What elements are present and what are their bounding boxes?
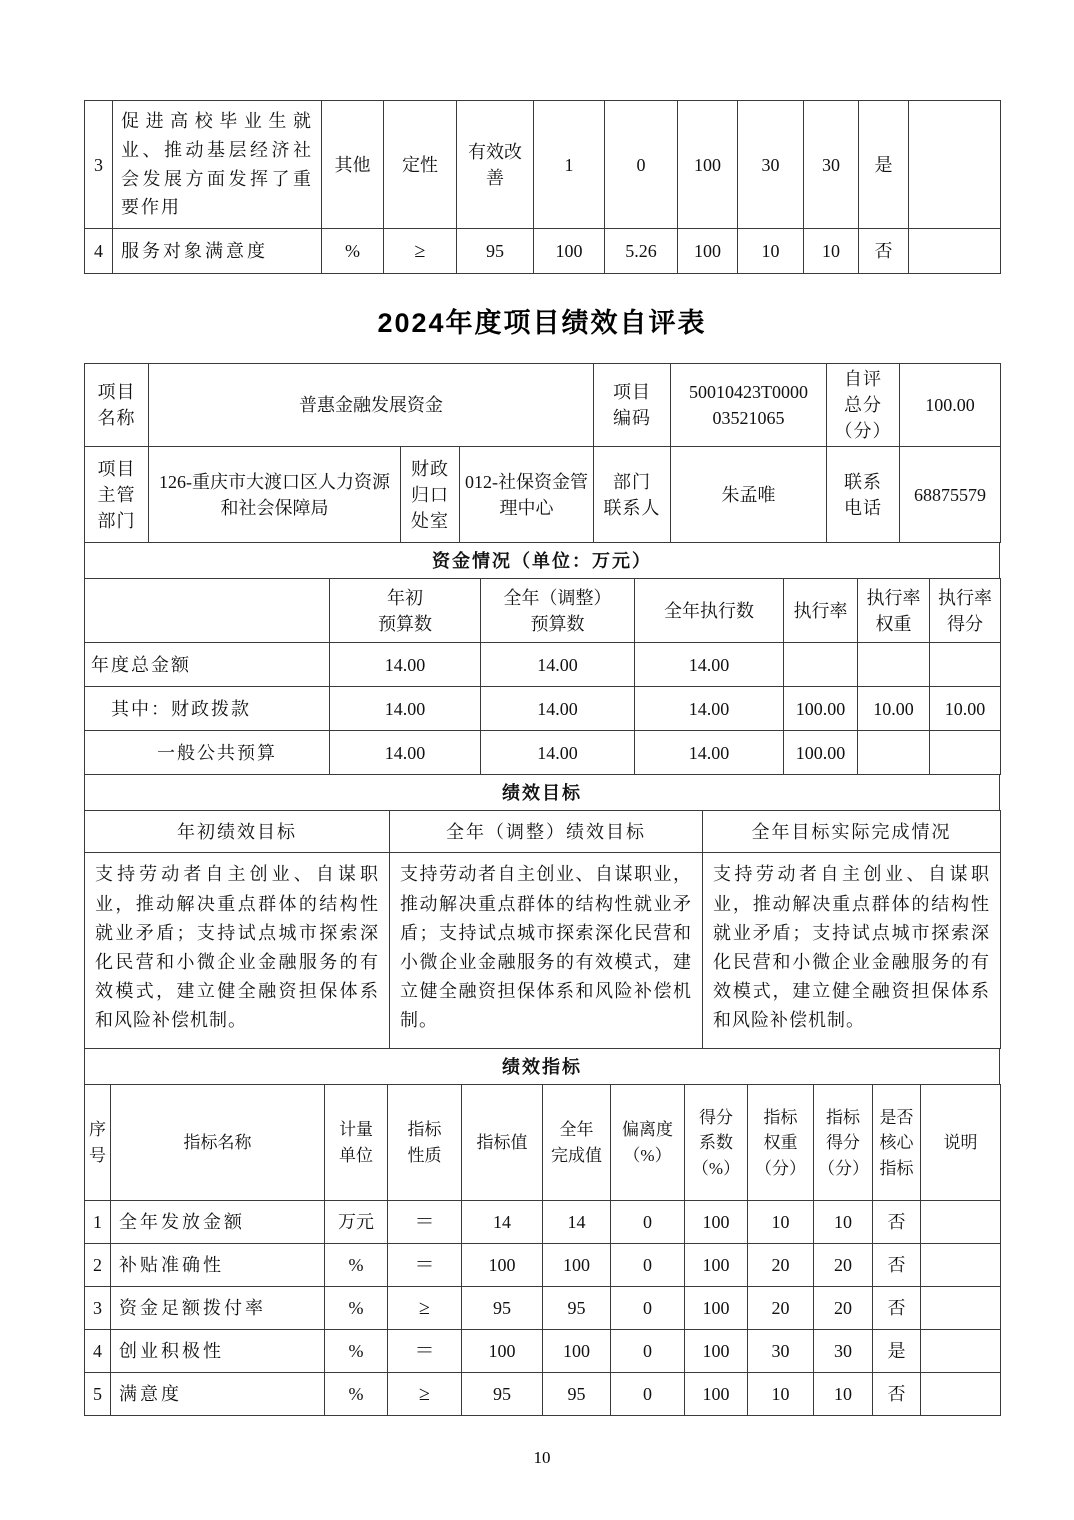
document-page [84, 0, 1000, 1468]
col-adjusted-goal: 全年（调整）绩效目标 [390, 811, 703, 853]
finance-office-label: 财政 归口 处室 [401, 447, 460, 543]
funding-header-row [85, 579, 1001, 643]
cell-deviation: 0 [611, 1201, 685, 1244]
cell-note [909, 101, 1001, 229]
cell-seq: 5 [85, 1373, 111, 1416]
cell-nature: ＝ [388, 1201, 462, 1244]
cell-value: 100.00 [784, 687, 858, 731]
cell-value: 10.00 [930, 687, 1001, 731]
cell-deviation: 0 [605, 101, 678, 229]
funding-section-title: 资金情况（单位：万元） [85, 543, 1000, 579]
cell-weight: 10 [738, 229, 804, 274]
cell-value [930, 643, 1001, 687]
col-exec-rate-score: 执行率 得分 [930, 579, 1001, 643]
goals-section-header [84, 774, 1000, 811]
contact-value: 朱孟唯 [671, 447, 827, 543]
project-code-value: 50010423T0000 03521065 [671, 364, 827, 447]
cell-actual: 1 [534, 101, 605, 229]
cell-blank [85, 579, 330, 643]
col-indicator-name: 指标名称 [111, 1085, 325, 1201]
col-nature: 指标 性质 [388, 1085, 462, 1201]
top-margin [84, 0, 1000, 100]
cell-deviation: 0 [611, 1244, 685, 1287]
col-note: 说明 [921, 1085, 1001, 1201]
goal-text-adjusted: 支持劳动者自主创业、自谋职业，推动解决重点群体的结构性就业矛盾；支持试点城市探索深化民营和小微企业金融服务的有效模式，建立健全融资担保体系和风险补偿机制。 [390, 853, 703, 1049]
row-label: 其中：财政拨款 [85, 687, 330, 731]
col-annual-actual: 全年 完成值 [543, 1085, 611, 1201]
cell-target: 14 [462, 1201, 543, 1244]
project-name-value: 普惠金融发展资金 [149, 364, 594, 447]
cell-nature: ＝ [388, 1244, 462, 1287]
cell-unit: 万元 [325, 1201, 388, 1244]
cell-deviation: 0 [611, 1330, 685, 1373]
cell-indicator-name: 服务对象满意度 [113, 229, 322, 274]
cell-nature: ≥ [384, 229, 457, 274]
table-row [85, 1244, 1001, 1287]
cell-target: 100 [462, 1330, 543, 1373]
cell-seq: 3 [85, 101, 113, 229]
row-label: 一般公共预算 [85, 731, 330, 775]
table-row [85, 447, 1001, 543]
cell-actual: 100 [543, 1330, 611, 1373]
cell-core: 是 [859, 101, 909, 229]
dept-value: 126-重庆市大渡口区人力资源和社会保障局 [149, 447, 401, 543]
cell-score-coef: 100 [685, 1373, 748, 1416]
col-exec-rate: 执行率 [784, 579, 858, 643]
col-actual-completion: 全年目标实际完成情况 [703, 811, 1001, 853]
cell-score-coef: 100 [685, 1244, 748, 1287]
finance-office-value: 012-社保资金管理中心 [460, 447, 594, 543]
cell-indicator-name: 补贴准确性 [111, 1244, 325, 1287]
table-row [85, 1201, 1001, 1244]
col-adjusted-budget: 全年（调整） 预算数 [481, 579, 635, 643]
table-row [85, 364, 1001, 447]
cell-nature: ≥ [388, 1287, 462, 1330]
col-executed: 全年执行数 [635, 579, 784, 643]
cell-score-coef: 100 [685, 1201, 748, 1244]
indicators-section-title: 绩效指标 [85, 1049, 1000, 1085]
cell-indicator-name: 全年发放金额 [111, 1201, 325, 1244]
cell-weight: 10 [748, 1201, 814, 1244]
cell-value: 14.00 [481, 731, 635, 775]
funding-section-header [84, 542, 1000, 579]
cell-score: 30 [804, 101, 859, 229]
cell-indicator-name: 满意度 [111, 1373, 325, 1416]
cell-target: 95 [457, 229, 534, 274]
cell-seq: 1 [85, 1201, 111, 1244]
cell-deviation: 5.26 [605, 229, 678, 274]
col-seq: 序 号 [85, 1085, 111, 1201]
cell-actual: 100 [543, 1244, 611, 1287]
cell-value: 100.00 [784, 731, 858, 775]
project-name-label: 项目 名称 [85, 364, 149, 447]
cell-core: 否 [859, 229, 909, 274]
cell-note [921, 1287, 1001, 1330]
cell-score-coef: 100 [685, 1330, 748, 1373]
table-row [85, 643, 1001, 687]
cell-seq: 2 [85, 1244, 111, 1287]
cell-note [909, 229, 1001, 274]
self-score-value: 100.00 [900, 364, 1001, 447]
cell-nature: 定性 [384, 101, 457, 229]
cell-seq: 3 [85, 1287, 111, 1330]
table-row [85, 543, 1000, 579]
cell-weight: 20 [748, 1287, 814, 1330]
cell-value: 14.00 [635, 687, 784, 731]
col-core: 是否 核心 指标 [873, 1085, 921, 1201]
cell-target: 95 [462, 1373, 543, 1416]
cell-actual: 95 [543, 1373, 611, 1416]
cell-value: 14.00 [330, 731, 481, 775]
cell-note [921, 1244, 1001, 1287]
cell-nature: ＝ [388, 1330, 462, 1373]
cell-indicator-name: 创业积极性 [111, 1330, 325, 1373]
cell-nature: ≥ [388, 1373, 462, 1416]
cell-value: 14.00 [481, 687, 635, 731]
cell-score: 10 [814, 1201, 873, 1244]
phone-value: 68875579 [900, 447, 1001, 543]
cell-score-coef: 100 [678, 229, 738, 274]
goal-text-actual: 支持劳动者自主创业、自谋职业，推动解决重点群体的结构性就业矛盾；支持试点城市探索深化民营和小微企业金融服务的有效模式，建立健全融资担保体系和风险补偿机制。 [703, 853, 1001, 1049]
cell-unit: % [325, 1244, 388, 1287]
goal-text-initial: 支持劳动者自主创业、自谋职业，推动解决重点群体的结构性就业矛盾；支持试点城市探索深化民营和小微企业金融服务的有效模式，建立健全融资担保体系和风险补偿机制。 [85, 853, 390, 1049]
cell-note [921, 1330, 1001, 1373]
cell-value [858, 731, 930, 775]
cell-score: 20 [814, 1244, 873, 1287]
phone-label: 联系 电话 [827, 447, 900, 543]
cell-actual: 95 [543, 1287, 611, 1330]
cell-note [921, 1373, 1001, 1416]
row-label: 年度总金额 [85, 643, 330, 687]
table-row [85, 1049, 1000, 1085]
cell-value: 10.00 [858, 687, 930, 731]
table-row [85, 101, 1001, 229]
cell-unit: 其他 [322, 101, 384, 229]
table-row [85, 731, 1001, 775]
cell-actual: 14 [543, 1201, 611, 1244]
page-number: 10 [533, 1448, 551, 1468]
project-info-row1 [84, 363, 1001, 447]
cell-value: 14.00 [635, 643, 784, 687]
cell-unit: % [325, 1373, 388, 1416]
cell-score-coef: 100 [678, 101, 738, 229]
cell-core: 否 [873, 1373, 921, 1416]
col-unit: 计量 单位 [325, 1085, 388, 1201]
cell-weight: 10 [748, 1373, 814, 1416]
col-deviation: 偏离度 （%） [611, 1085, 685, 1201]
cell-unit: % [325, 1330, 388, 1373]
goals-header-row [85, 811, 1001, 853]
cell-core: 否 [873, 1287, 921, 1330]
contact-label: 部门 联系人 [594, 447, 671, 543]
col-initial-goal: 年初绩效目标 [85, 811, 390, 853]
cell-core: 是 [873, 1330, 921, 1373]
cell-core: 否 [873, 1201, 921, 1244]
cell-target: 100 [462, 1244, 543, 1287]
cell-score: 10 [804, 229, 859, 274]
indicators-table [84, 1084, 1001, 1416]
goals-table [84, 810, 1001, 1049]
cell-value: 14.00 [330, 643, 481, 687]
funding-table [84, 578, 1001, 775]
cell-actual: 100 [534, 229, 605, 274]
cell-value [930, 731, 1001, 775]
table-row [85, 775, 1000, 811]
cell-unit: % [322, 229, 384, 274]
col-target-value: 指标值 [462, 1085, 543, 1201]
cell-score: 30 [814, 1330, 873, 1373]
cell-deviation: 0 [611, 1287, 685, 1330]
col-score: 指标 得分 （分） [814, 1085, 873, 1201]
table-row [85, 1330, 1001, 1373]
project-code-label: 项目 编码 [594, 364, 671, 447]
table-row [85, 1373, 1001, 1416]
cell-indicator-name: 资金足额拨付率 [111, 1287, 325, 1330]
cell-score: 10 [814, 1373, 873, 1416]
table-row [85, 687, 1001, 731]
table-row [85, 229, 1001, 274]
col-initial-budget: 年初 预算数 [330, 579, 481, 643]
dept-label: 项目 主管 部门 [85, 447, 149, 543]
col-weight: 指标 权重 （分） [748, 1085, 814, 1201]
cell-score: 20 [814, 1287, 873, 1330]
project-info-row2 [84, 446, 1001, 543]
col-exec-rate-weight: 执行率 权重 [858, 579, 930, 643]
page-title: 2024年度项目绩效自评表 [377, 308, 707, 339]
cell-seq: 4 [85, 1330, 111, 1373]
cell-indicator-name: 促进高校毕业生就业、推动基层经济社会发展方面发挥了重要作用 [113, 101, 322, 229]
top-indicator-table [84, 100, 1001, 274]
cell-deviation: 0 [611, 1373, 685, 1416]
self-score-label: 自评 总分 （分） [827, 364, 900, 447]
cell-weight: 30 [748, 1330, 814, 1373]
cell-value: 14.00 [635, 731, 784, 775]
cell-target: 有效改 善 [457, 101, 534, 229]
cell-value [858, 643, 930, 687]
cell-seq: 4 [85, 229, 113, 274]
table-row [85, 1287, 1001, 1330]
cell-value [784, 643, 858, 687]
cell-score-coef: 100 [685, 1287, 748, 1330]
cell-weight: 30 [738, 101, 804, 229]
indicators-section-header [84, 1048, 1000, 1085]
indicators-header-row [85, 1085, 1001, 1201]
cell-note [921, 1201, 1001, 1244]
goals-section-title: 绩效目标 [85, 775, 1000, 811]
cell-unit: % [325, 1287, 388, 1330]
cell-value: 14.00 [330, 687, 481, 731]
cell-target: 95 [462, 1287, 543, 1330]
cell-value: 14.00 [481, 643, 635, 687]
goals-text-row [85, 853, 1001, 1049]
col-score-coef: 得分 系数 （%） [685, 1085, 748, 1201]
cell-core: 否 [873, 1244, 921, 1287]
cell-weight: 20 [748, 1244, 814, 1287]
